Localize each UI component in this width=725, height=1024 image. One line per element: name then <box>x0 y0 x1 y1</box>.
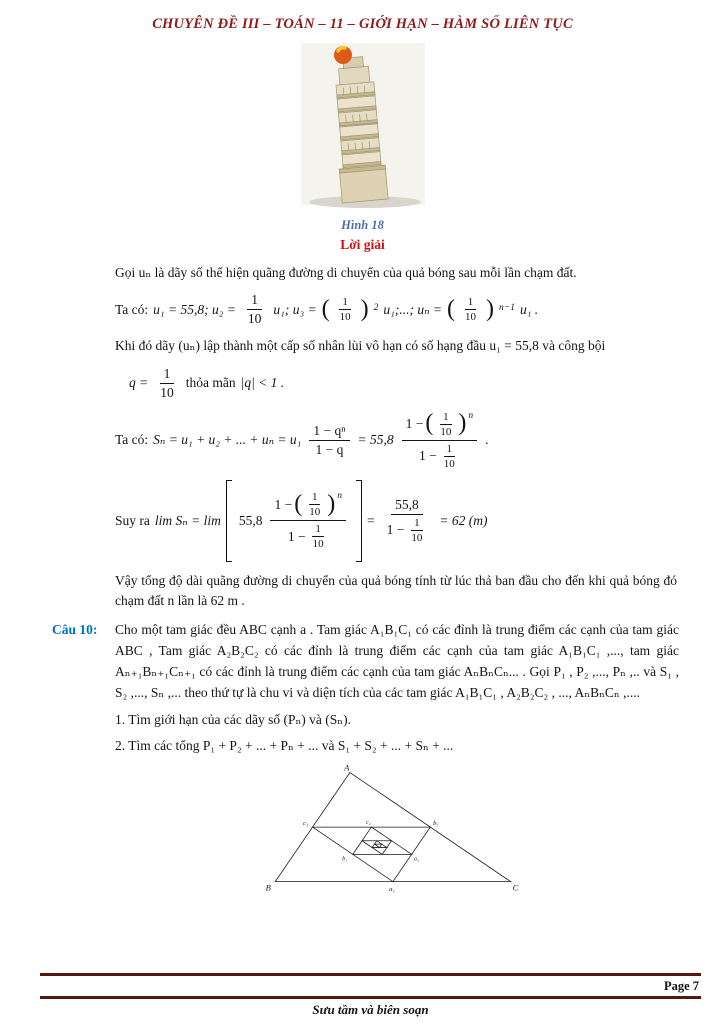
vertex-label-B: B <box>265 882 271 893</box>
triangle-diagram <box>258 762 725 900</box>
result-fraction: 55,8 1 − $\frac{1}{10}$ <box>383 497 432 545</box>
question-10 <box>52 620 679 756</box>
formula-lead: Ta có: <box>115 432 149 447</box>
fraction-1-10: $\frac{1}{10}$ <box>443 442 455 470</box>
midpoint-label-a1: a₁ <box>389 886 395 894</box>
formula-limit: Suy ra lim Sₙ = lim 55,8 1 − ( $\frac{1}{10}$ ) n 1 − $\frac{1}{10}$ = 55,8 1 − $\frac{1}{10}$ = 62 (m) <box>115 480 677 562</box>
paragraph-geometric: Khi đó dãy (uₙ) lập thành một cấp số nhân lùi vô hạn có số hạng đầu u₁ = 55,8 và công bội <box>115 338 606 354</box>
solution-body <box>115 263 677 611</box>
paragraph-conclusion: Vậy tổng độ dài quãng đường di chuyển của quả bóng tính từ lúc thả ban đầu cho đến khi quả bóng đó chạm đất n lần là 62 m . <box>115 572 677 608</box>
fraction-1-10: $\frac{1}{10}$ <box>160 365 174 400</box>
formula-partial-sum: Ta có: Sₙ = u₁ + u₂ + ... + uₙ = u₁ $\frac{\text{1 − qⁿ}}{1 - q}$ = 55,8 1 − ( $\frac{1}{10}$ ) n 1 − $\frac{1}{10}$ . <box>115 410 489 470</box>
paragraph-intro: Gọi uₙ là dãy số thể hiện quãng đường di chuyển của quả bóng sau mỗi lần chạm đất. <box>115 265 577 280</box>
question-label: Câu 10: <box>52 622 98 637</box>
vertex-label-C: C <box>512 882 519 893</box>
solution-heading: Lời giải <box>340 237 385 252</box>
page-title: CHUYÊN ĐỀ III – TOÁN – 11 – GIỚI HẠN – HÀM SỐ LIÊN TỤC <box>152 16 573 32</box>
formula-lead: Suy ra <box>115 512 150 528</box>
midpoint-label-a2: a₂ <box>414 856 419 863</box>
right-paren: ) <box>486 295 495 322</box>
midpoint-label-b2: b₂ <box>342 856 348 863</box>
footer-credit: Sưu tầm và biên soạn <box>312 1002 429 1017</box>
formula-common-ratio: q = $\frac{1}{10}$ thỏa mãn |q| < 1 . <box>129 365 285 400</box>
fraction-1-10: $\frac{1}{10}$ <box>440 410 452 438</box>
left-bracket <box>226 480 232 562</box>
page-number: Page 7 <box>663 979 699 993</box>
midpoint-label-c1: c₁ <box>302 820 309 828</box>
fraction-1-10: $\frac{1}{10}$ <box>465 296 477 324</box>
midpoint-label-c2: c₂ <box>366 820 371 827</box>
right-bracket <box>356 480 362 562</box>
right-paren: ) <box>360 295 369 322</box>
fraction-1-10: $\frac{1}{10}$ <box>309 491 321 518</box>
fraction-1-10: $\frac{1}{10}$ <box>312 523 324 550</box>
left-paren: ( <box>447 295 456 322</box>
fraction-1-10: $\frac{1}{10}$ <box>411 516 423 544</box>
exponent: 2 <box>373 302 379 313</box>
left-paren: ( <box>321 295 330 322</box>
exponent: n <box>468 410 474 421</box>
big-fraction: 1 − ( $\frac{1}{10}$ ) n 1 − $\frac{1}{10}$ <box>270 490 346 551</box>
figure-caption: Hình 18 <box>341 218 384 232</box>
exponent: n−1 <box>499 302 515 313</box>
fraction-1-10: $\frac{1}{10}$ <box>339 296 351 324</box>
figure-block <box>0 41 725 233</box>
big-fraction: 1 − ( $\frac{1}{10}$ ) n 1 − $\frac{1}{10}$ <box>402 410 478 471</box>
fraction-1-10: $\frac{1}{10}$ <box>247 292 262 327</box>
question-item-2: 2. Tìm các tổng P₁ + P₂ + ... + Pₙ + ... và S₁ + S₂ + ... + Sₙ + ... <box>115 737 454 753</box>
page-footer <box>40 973 701 1018</box>
fraction-qn: $\frac{\text{1 − qⁿ}}{1 - q}$ <box>309 423 349 458</box>
vertex-label-A: A <box>344 762 350 773</box>
formula-lead: Ta có: <box>115 301 149 317</box>
question-text: Cho một tam giác đều ABC cạnh a . Tam giác A₁B₁C₁ có các đỉnh là trung điểm các cạnh của tam giác ABC , Tam giác A₂B₂C₂ có các đỉnh là trung điểm các cạnh của tam giác A₁B₁C₁ ,..., tam giác Aₙ₊₁Bₙ₊₁Cₙ₊₁ có các đỉnh là trung điểm các cạnh của tam giác AₙBₙCₙ... . Gọi P₁ , P₂ ,..., Pₙ ,.. và S₁ , S₂ ,..., Sₙ ,... theo thứ tự là chu vi và diện tích của các tam giác A₁B₁C₁ , A₂B₂C₂ , ..., AₙBₙCₙ ,.... <box>115 622 679 700</box>
question-item-1: 1. Tìm giới hạn của các dãy số (Pₙ) và (Sₙ). <box>115 711 352 727</box>
exponent: n <box>337 491 342 501</box>
question-body <box>115 620 679 756</box>
pisa-tower-image <box>287 41 439 213</box>
formula-sequence-terms: Ta có: u₁ = 55,8; u₂ = $\frac{1}{10}$ u₁; u₃ = ( $\frac{1}{10}$ ) $^2$ u₁;...; uₙ = ( $\frac{1}{10}$ ) $^{n-1}$ u₁ . <box>115 292 539 327</box>
midpoint-label-b1: b₁ <box>433 820 439 828</box>
